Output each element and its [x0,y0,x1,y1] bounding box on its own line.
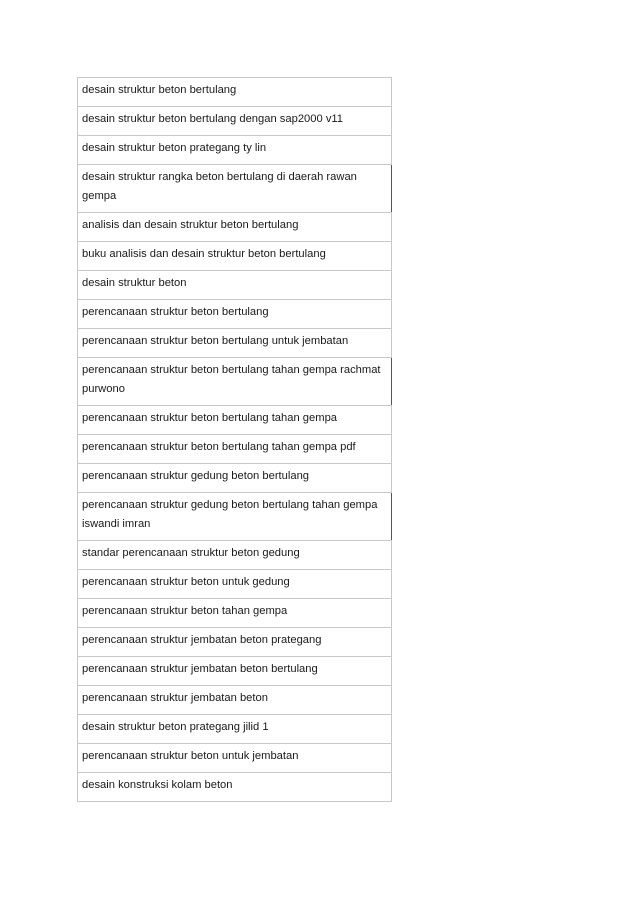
table-row [78,657,391,686]
row-text: perencanaan struktur beton untuk gedung [82,576,290,588]
row-text: desain struktur beton bertulang dengan sap2000 v11 [82,113,344,125]
row-text: perencanaan struktur beton untuk jembatan [82,750,299,762]
table-row [78,686,391,715]
table-row [78,773,391,802]
table-row [78,599,391,628]
row-text: perencanaan struktur beton tahan gempa [82,605,288,617]
table-row [78,136,391,165]
table-row [78,435,391,464]
table-row [78,570,391,599]
row-text: desain struktur beton bertulang [82,84,237,96]
table-row [78,300,391,329]
row-text: desain struktur beton [82,277,187,289]
row-text: buku analisis dan desain struktur beton bertulang [82,248,326,260]
row-text: perencanaan struktur beton bertulang tahan gempa rachmat purwono [82,364,381,395]
table-row [78,744,391,773]
row-text: perencanaan struktur jembatan beton [82,692,268,704]
row-text: standar perencanaan struktur beton gedung [82,547,300,559]
table-row [78,329,391,358]
row-text: desain struktur beton prategang jilid 1 [82,721,269,733]
row-text: desain struktur rangka beton bertulang di daerah rawan gempa [82,171,357,202]
table-row [78,78,391,107]
row-text: perencanaan struktur beton bertulang tahan gempa [82,412,338,424]
table-row [78,493,391,541]
table-row [78,406,391,435]
table-row [78,464,391,493]
table-row [78,271,391,300]
table-row [78,541,391,570]
row-text: perencanaan struktur beton bertulang tahan gempa pdf [82,441,356,453]
row-text: perencanaan struktur gedung beton bertulang [82,470,310,482]
table-row [78,165,391,213]
table-row [78,107,391,136]
row-text: perencanaan struktur jembatan beton prategang [82,634,322,646]
row-text: perencanaan struktur beton bertulang [82,306,269,318]
table-row [78,358,391,406]
row-text: perencanaan struktur jembatan beton bertulang [82,663,318,675]
table-row [78,242,391,271]
table-row [78,628,391,657]
keyword-table [77,77,392,802]
row-text: desain konstruksi kolam beton [82,779,233,791]
row-text: desain struktur beton prategang ty lin [82,142,267,154]
row-text: perencanaan struktur beton bertulang untuk jembatan [82,335,349,347]
table-row [78,715,391,744]
row-text: analisis dan desain struktur beton bertulang [82,219,299,231]
row-text: perencanaan struktur gedung beton bertulang tahan gempa iswandi imran [82,499,378,530]
table-row [78,213,391,242]
